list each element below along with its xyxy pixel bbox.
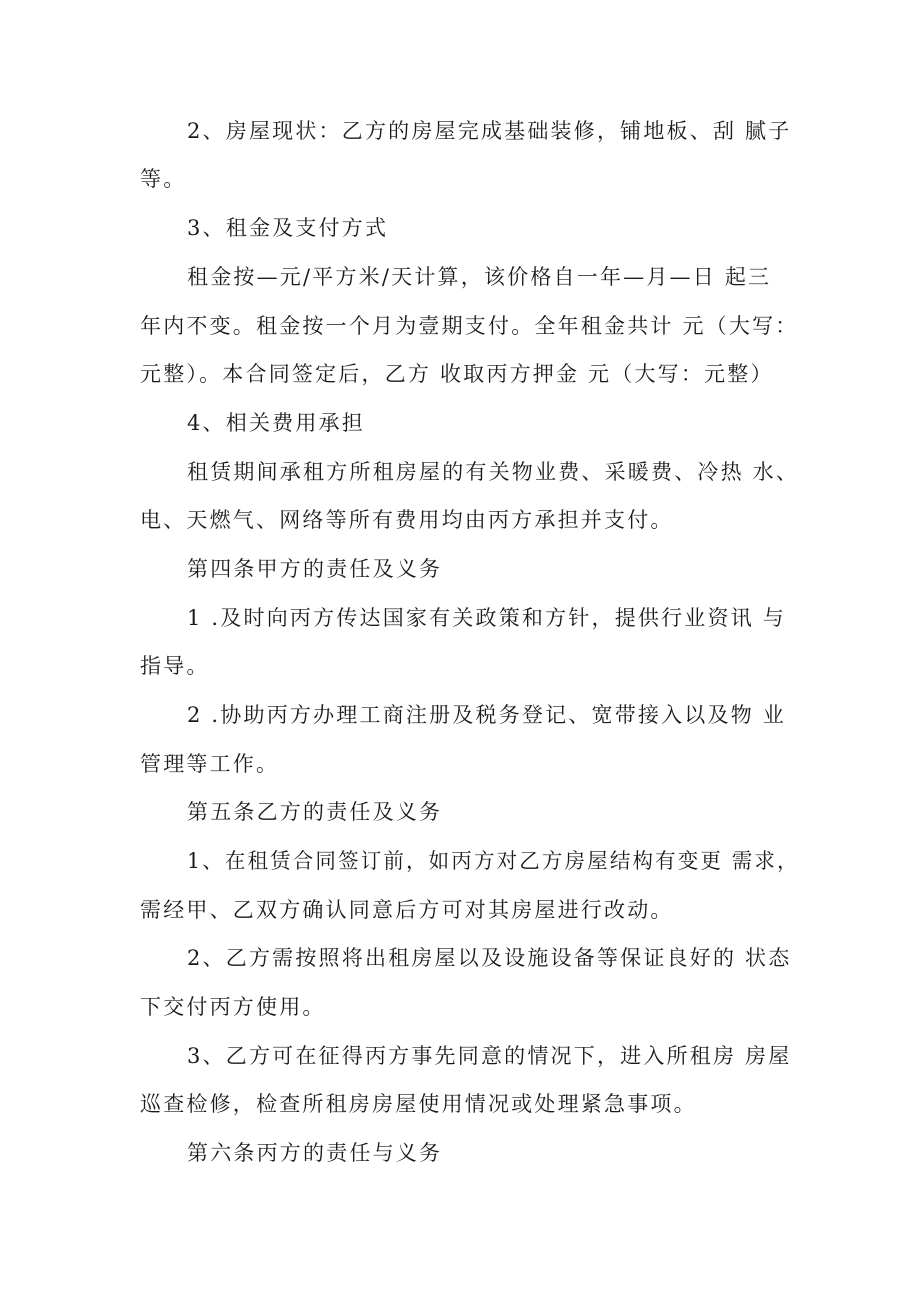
- text-line: 管理等工作。: [140, 752, 280, 776]
- text-line: 需经甲、乙双方确认同意后方可对其房屋进行改动。: [140, 898, 674, 922]
- text-line: 下交付丙方使用。: [140, 995, 326, 1019]
- article-heading: 第四条甲方的责任及义务: [187, 557, 443, 581]
- text-line: 巡查检修，检查所租房房屋使用情况或处理紧急事项。: [140, 1092, 697, 1116]
- article-heading: 第六条丙方的责任与义务: [187, 1141, 443, 1165]
- text-line: 3、乙方可在征得丙方事先同意的情况下，进入所租房 房屋: [187, 1044, 792, 1068]
- text-line: 2 .协助丙方办理工商注册及税务登记、宽带接入以及物 业: [187, 703, 786, 727]
- text-line: 2、房屋现状：乙方的房屋完成基础装修，铺地板、刮 腻子: [187, 119, 792, 143]
- section-heading: 3、租金及支付方式: [187, 216, 389, 240]
- section-heading: 4、相关费用承担: [187, 411, 365, 435]
- text-line: 租金按—元/平方米/天计算，该价格自一年—月—日 起三: [187, 265, 772, 289]
- text-line: 电、天燃气、网络等所有费用均由丙方承担并支付。: [140, 508, 674, 532]
- text-line: 等。: [140, 167, 187, 191]
- text-line: 2、乙方需按照将出租房屋以及设施设备等保证良好的 状态: [187, 946, 792, 970]
- text-line: 1、在租赁合同签订前，如丙方对乙方房屋结构有变更 需求，: [187, 849, 800, 873]
- text-line: 租赁期间承租方所租房屋的有关物业费、采暖费、冷热 水、: [187, 460, 800, 484]
- text-line: 1 .及时向丙方传达国家有关政策和方针，提供行业资讯 与: [187, 606, 786, 630]
- text-line: 指导。: [140, 654, 210, 678]
- text-line: 年内不变。租金按一个月为壹期支付。全年租金共计 元（大写：: [140, 314, 799, 338]
- text-line: 元整）。本合同签定后，乙方 收取丙方押金 元（大写：元整）: [140, 362, 774, 386]
- article-heading: 第五条乙方的责任及义务: [187, 800, 443, 824]
